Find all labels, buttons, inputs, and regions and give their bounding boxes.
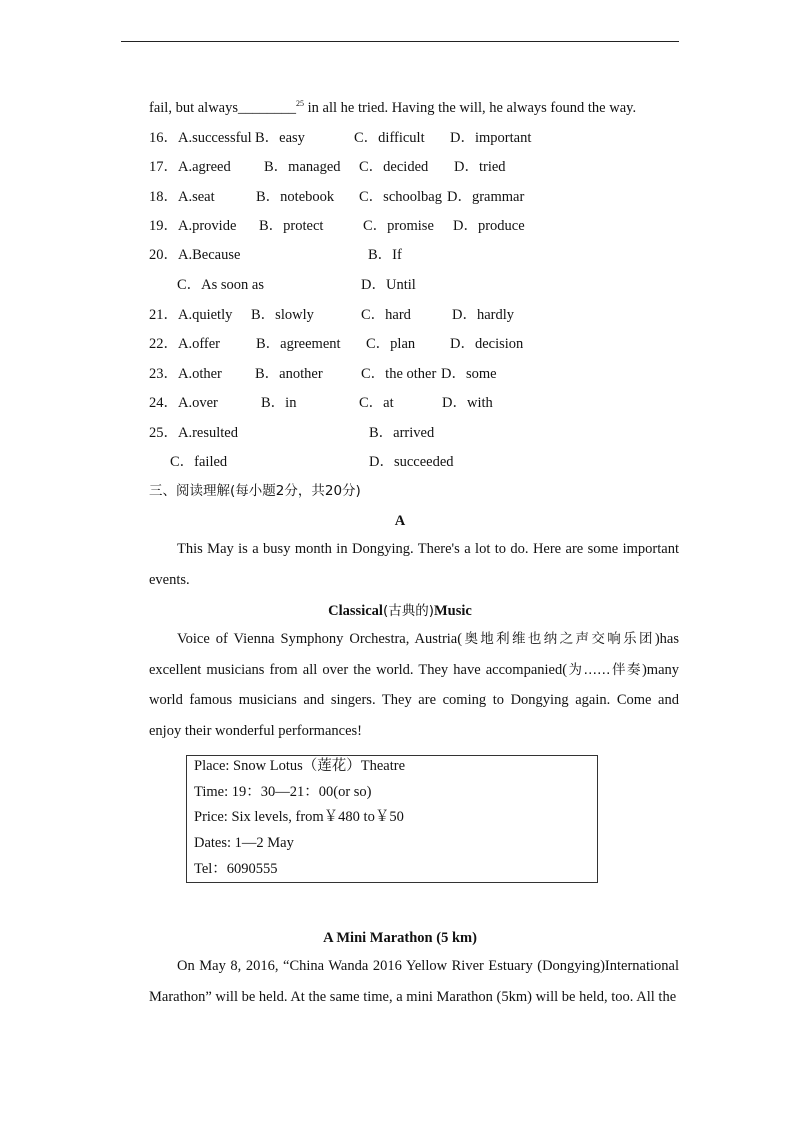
question-21-number: 21． xyxy=(149,307,178,323)
question-19-option-c: C．promise xyxy=(363,218,434,234)
question-16-option-d: D．important xyxy=(450,130,532,146)
intro-paragraph xyxy=(149,534,679,595)
event1-title xyxy=(121,602,679,620)
question-18-option-b: B．notebook xyxy=(256,189,335,205)
event1-title-cn: (古典的) xyxy=(382,603,434,619)
event1-text-cn2: 为……伴奏 xyxy=(567,661,642,678)
question-25-option-a: A.resulted xyxy=(178,425,238,441)
question-23-option-c: C．the other xyxy=(361,366,437,382)
question-17-number: 17． xyxy=(149,159,178,175)
question-20-option-d: D．Until xyxy=(361,277,416,293)
event1-text-2: )has excellent musicians from all over the world. They have accompanied( xyxy=(149,631,680,678)
question-16-option-b: B．easy xyxy=(255,130,305,146)
question-17-option-c: C．decided xyxy=(359,159,429,175)
event1-title-en1: Classical xyxy=(328,603,383,619)
question-24-option-b: B．in xyxy=(261,395,297,411)
question-18-option-d: D．grammar xyxy=(447,189,525,205)
question-24-option-a: A.over xyxy=(178,395,218,411)
question-20-option-a: A.Because xyxy=(178,247,241,263)
question-20-option-c: C．As soon as xyxy=(177,277,265,293)
question-24-option-c: C．at xyxy=(359,395,394,411)
question-19-number: 19． xyxy=(149,218,178,234)
question-16-number: 16． xyxy=(149,130,178,146)
question-23-option-b: B．another xyxy=(255,366,323,382)
event2-paragraph xyxy=(149,951,679,1012)
info-place: Place: Snow Lotus（莲花）Theatre xyxy=(194,758,406,774)
question-18-option-c: C．schoolbag xyxy=(359,189,442,205)
question-21-option-a: A.quietly xyxy=(178,307,233,323)
question-17-option-a: A.agreed xyxy=(178,159,231,175)
section-heading: 三、阅读理解(每小题2分，共20分) xyxy=(149,483,361,499)
info-price: Price: Six levels, from￥480 to￥50 xyxy=(194,809,404,825)
question-23-option-a: A.other xyxy=(178,366,222,382)
question-23-option-d: D．some xyxy=(441,366,497,382)
question-19-option-a: A.provide xyxy=(178,218,237,234)
info-dates: Dates: 1—2 May xyxy=(194,835,294,851)
event1-text-1: Voice of Vienna Symphony Orchestra, Austria( xyxy=(177,631,463,647)
event1-paragraph xyxy=(149,624,679,746)
question-21-option-c: C．hard xyxy=(361,307,411,323)
question-17-option-d: D．tried xyxy=(454,159,506,175)
question-21-option-b: B．slowly xyxy=(251,307,314,323)
question-18-option-a: A.seat xyxy=(178,189,215,205)
question-17-option-b: B．managed xyxy=(264,159,341,175)
event2-title: A Mini Marathon (5 km) xyxy=(323,930,477,946)
info-time: Time: 19：30—21：00(or so) xyxy=(194,784,372,800)
question-22-number: 22． xyxy=(149,336,178,352)
cloze-text-before: fail, but always________ xyxy=(149,100,296,116)
question-16-option-a: A.successful xyxy=(178,130,252,146)
event1-text-3: )many world famous musicians and singers. They are coming to Dongying again. Come and enjoy their wonderful performances! xyxy=(149,661,680,739)
blank-number: 25 xyxy=(296,99,304,108)
question-23-number: 23． xyxy=(149,366,178,382)
event1-title-en2: Music xyxy=(433,603,472,619)
question-24-number: 24． xyxy=(149,395,178,411)
question-19-option-b: B．protect xyxy=(259,218,324,234)
event1-text-cn1: 奥地利维也纳之声交响乐团 xyxy=(462,631,655,647)
question-25-number: 25． xyxy=(149,425,178,441)
question-22-option-c: C．plan xyxy=(366,336,416,352)
event2-text: On May 8, 2016, “China Wanda 2016 Yellow River Estuary (Dongying)International Marathon” will be held. At the same time, a mini Marathon (5km) will be held, too. All the xyxy=(149,958,679,1005)
question-25-option-c: C．failed xyxy=(170,454,228,470)
intro-text: This May is a busy month in Dongying. There's a lot to do. Here are some important events. xyxy=(149,541,679,588)
question-22-option-b: B．agreement xyxy=(256,336,341,352)
question-22-option-d: D．decision xyxy=(450,336,524,352)
question-21-option-d: D．hardly xyxy=(452,307,515,323)
question-19-option-d: D．produce xyxy=(453,218,525,234)
question-20-option-b: B．If xyxy=(368,247,402,263)
cloze-text-after: in all he tried. Having the will, he always found the way. xyxy=(304,100,637,116)
question-22-option-a: A.offer xyxy=(178,336,221,352)
event1-info-box xyxy=(186,755,598,883)
question-25-option-b: B．arrived xyxy=(369,425,435,441)
question-16-option-c: C．difficult xyxy=(354,130,425,146)
question-24-option-d: D．with xyxy=(442,395,493,411)
question-25-option-d: D．succeeded xyxy=(369,454,454,470)
info-tel: Tel：6090555 xyxy=(194,861,278,877)
cloze-line-25 xyxy=(149,99,636,117)
question-20-number: 20． xyxy=(149,247,178,263)
passage-letter: A xyxy=(394,513,406,529)
question-18-number: 18． xyxy=(149,189,178,205)
header-rule xyxy=(121,41,679,42)
